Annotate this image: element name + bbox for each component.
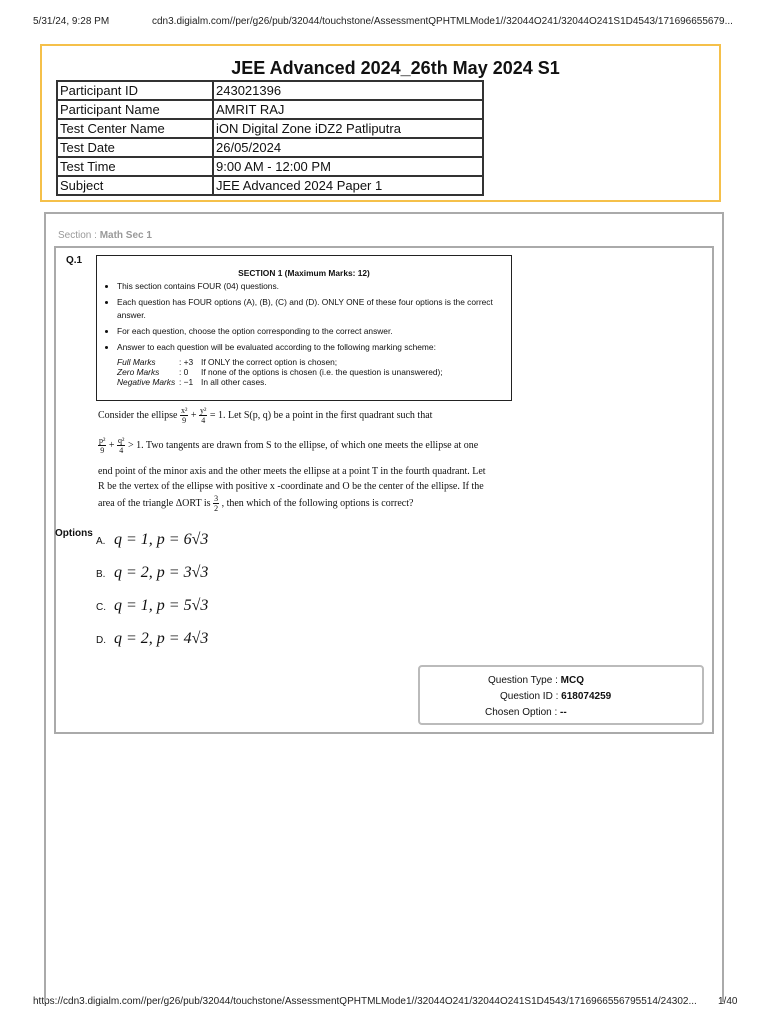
exam-title: JEE Advanced 2024_26th May 2024 S1 [231,58,560,78]
print-footer-url: https://cdn3.digialm.com//per/g26/pub/32044/touchstone/AssessmentQPHTMLMode1//32044O241/32044O241S1D4543/1716966556795514/24302... [33,996,697,1007]
option-d: q = 2, p = 4√3 [114,630,209,647]
list-item: • Answer to each question will be evaluated according to the following marking scheme: [117,341,511,354]
option-c: q = 1, p = 5√3 [114,597,209,614]
list-item: • Each question has FOUR options (A), (B), (C) and (D). ONLY ONE of these four options is the correct answer. [117,296,511,322]
question-number: Q.1 [66,255,83,266]
table-row [57,119,483,138]
field-value: AMRIT RAJ [213,100,483,119]
marking-scheme [117,357,511,387]
print-datetime: 5/31/24, 9:28 PM [33,16,110,27]
section-label: Section : [58,230,97,241]
table-row [57,100,483,119]
option-b-letter: B. [96,569,106,580]
field-label: Participant Name [57,100,213,119]
table-row [57,157,483,176]
field-label: Subject [57,176,213,195]
option-a: q = 1, p = 6√3 [114,531,209,548]
options-label: Options [55,528,93,539]
instructions-list [97,280,511,354]
field-value: 26/05/2024 [213,138,483,157]
list-item: • This section contains FOUR (04) questions. [117,280,511,293]
table-row [57,138,483,157]
field-label: Participant ID [57,81,213,100]
question-id: Question ID : 618074259 [500,691,612,702]
question-meta-panel [418,665,704,725]
marking-row: Zero Marks : 0 If none of the options is chosen (i.e. the question is unanswered); [117,367,443,377]
field-label: Test Date [57,138,213,157]
list-item: • For each question, choose the option corresponding to the correct answer. [117,325,511,338]
option-c-letter: C. [96,602,106,613]
question-line-3: end point of the minor axis and the other meets the ellipse at a point T in the fourth quadrant. Let [98,466,486,477]
option-d-letter: D. [96,635,106,646]
question-line-2: $\frac{\text{p²}}{9}$ + $\frac{\text{q²}}{4}$ > 1. Two tangents are drawn from S to the ellipse, of which one meets the ellipse at one [99,436,479,455]
field-label: Test Time [57,157,213,176]
field-value: JEE Advanced 2024 Paper 1 [213,176,483,195]
question-line-4: R be the vertex of the ellipse with positive x -coordinate and O be the center of the ellipse. If the [98,481,484,492]
table-row [57,81,483,100]
print-page-title: cdn3.digialm.com//per/g26/pub/32044/touchstone/AssessmentQPHTMLMode1//32044O241/32044O241S1D4543/171696655679... [152,16,733,27]
field-label: Test Center Name [57,119,213,138]
question-line-1: Consider the ellipse $\frac{\text{x²}}{9}$ + $\frac{\text{y²}}{4}$ = 1. Let S(p, q) be a point in the first quadrant such that [98,406,433,425]
option-b: q = 2, p = 3√3 [114,564,209,581]
option-a-letter: A. [96,536,106,547]
fraction: $\frac{\text{x²}}{9}$ [180,406,188,425]
field-value: 243021396 [213,81,483,100]
marking-row: Full Marks : +3 If ONLY the correct option is chosen; [117,357,338,367]
table-row [57,176,483,195]
participant-table [56,80,484,196]
fraction: $\frac{\text{y²}}{4}$ [199,406,207,425]
field-value: 9:00 AM - 12:00 PM [213,157,483,176]
instructions-title: SECTION 1 (Maximum Marks: 12) [238,268,370,278]
fraction: $\frac{3}{2}$ [214,494,219,513]
exam-info-panel [40,44,721,202]
chosen-option: Chosen Option : -- [485,707,567,718]
question-line-5: area of the triangle ΔORT is $\frac{3}{2}$ , then which of the following options is correct? [98,494,414,513]
fraction: $\frac{\text{q²}}{4}$ [118,436,125,455]
fraction: $\frac{\text{p²}}{9}$ [99,436,106,455]
field-value: iON Digital Zone iDZ2 Patliputra [213,119,483,138]
section-header [58,230,152,241]
marking-row: Negative Marks : −1 In all other cases. [117,377,267,387]
question-type: Question Type : MCQ [488,675,584,686]
section-instructions [96,255,512,401]
print-page-count: 1/40 [718,996,738,1007]
section-name: Math Sec 1 [99,230,152,241]
